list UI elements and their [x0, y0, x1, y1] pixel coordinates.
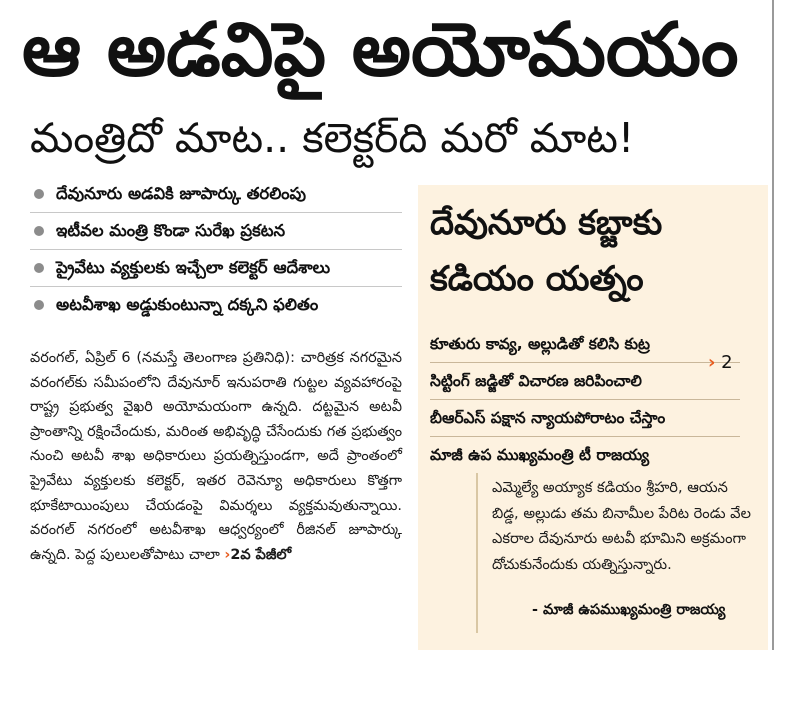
continuation-arrow-icon: › — [224, 546, 231, 563]
bullet-text: ప్రైవేటు వ్యక్తులకు ఇచ్చేలా కలెక్టర్ ఆదేశాలు — [56, 258, 331, 277]
bullet-dot-icon — [34, 226, 44, 236]
subheadline: మంత్రిదో మాట.. కలెక్టర్‌ది మరో మాట! — [30, 114, 635, 162]
bullet-item — [30, 176, 402, 213]
bullet-dot-icon — [34, 300, 44, 310]
bullet-list — [30, 176, 402, 323]
sidebar-box — [418, 185, 768, 650]
sidebar-lines — [430, 326, 740, 473]
headline: ఆ అడవిపై అయోమయం — [22, 7, 739, 93]
page-reference[interactable] — [708, 352, 733, 373]
bullet-dot-icon — [34, 189, 44, 199]
page-ref-number: 2 — [721, 352, 733, 373]
bullet-item — [30, 250, 402, 287]
column-rule — [772, 0, 774, 650]
bullet-text: ఇటీవల మంత్రి కొండా సురేఖ ప్రకటన — [56, 221, 286, 240]
article-text: చారిత్రక నగరమైన వరంగల్‌కు సమీపంలోని దేవునూర్ ఇనుపరాతి గుట్టల వ్యవహారంపై రాష్ట్ర ప్రభుత్వ వైఖరి అయోమయంగా ఉన్నది. దట్టమైన అటవీ ప్రాంతాన్ని రక్షించేందుకు, మరింత అభివృద్ధి చేసేందుకు గత ప్రభుత్వం నుంచి అటవీ శాఖ అధికారులు ప్రయత్నిస్తుండగా, అదే ప్రాంతంలో ప్రైవేటు వ్యక్తులకు కలెక్టర్, ఇతర రెవెన్యూ అధికారులు కొత్తగా భూకేటాయింపులు చేయడంపై విమర్శలు వ్యక్తమవుతున్నాయి. వరంగల్ నగరంలో అటవీశాఖ ఆధ్వర్యంలో రీజినల్ జూపార్కు ఉన్నది. పెద్ద పులులతోపాటు చాలా — [30, 350, 403, 563]
sidebar-headline — [430, 195, 760, 307]
bullet-item — [30, 213, 402, 250]
sidebar-headline-line: దేవునూరు కబ్జాకు — [430, 203, 663, 243]
quote-box — [476, 473, 751, 633]
continuation-link[interactable]: 2వ పేజీలో — [230, 546, 292, 563]
page-ref-arrow-icon: › — [708, 352, 716, 373]
quote-source: - మాజీ ఉపముఖ్యమంత్రి రాజయ్య — [532, 602, 726, 618]
bullet-item — [30, 287, 402, 323]
quote-text: ఎమ్మెల్యే అయ్యాక కడియం శ్రీహరి, ఆయన బిడ్డ, అల్లుడు తమ బినామీల పేరిట రెండు వేల ఎకరాల దేవునూరు అటవీ భూమిని అక్రమంగా దోచుకునేందుకు యత్నిస్తున్నారు. — [492, 479, 751, 573]
article-body — [30, 346, 402, 567]
sidebar-headline-line: కడియం యత్నం — [430, 259, 644, 299]
bullet-text: దేవునూరు అడవికి జూపార్కు తరలింపు — [56, 184, 307, 203]
sidebar-line: కూతురు కావ్య, అల్లుడితో కలిసి కుట్ర — [430, 326, 740, 363]
dateline: వరంగల్, ఏప్రిల్ 6 (నమస్తే తెలంగాణ ప్రతినిధి): — [30, 350, 295, 366]
bullet-text: అటవీశాఖ అడ్డుకుంటున్నా దక్కని ఫలితం — [56, 295, 319, 314]
sidebar-line: సిట్టింగ్ జడ్జితో విచారణ జరిపించాలి — [430, 363, 740, 400]
sidebar-line: బీఆర్‌ఎస్ పక్షాన న్యాయపోరాటం చేస్తాం — [430, 400, 740, 437]
bullet-dot-icon — [34, 263, 44, 273]
sidebar-line: మాజీ ఉప ముఖ్యమంత్రి టీ రాజయ్య — [430, 446, 650, 464]
